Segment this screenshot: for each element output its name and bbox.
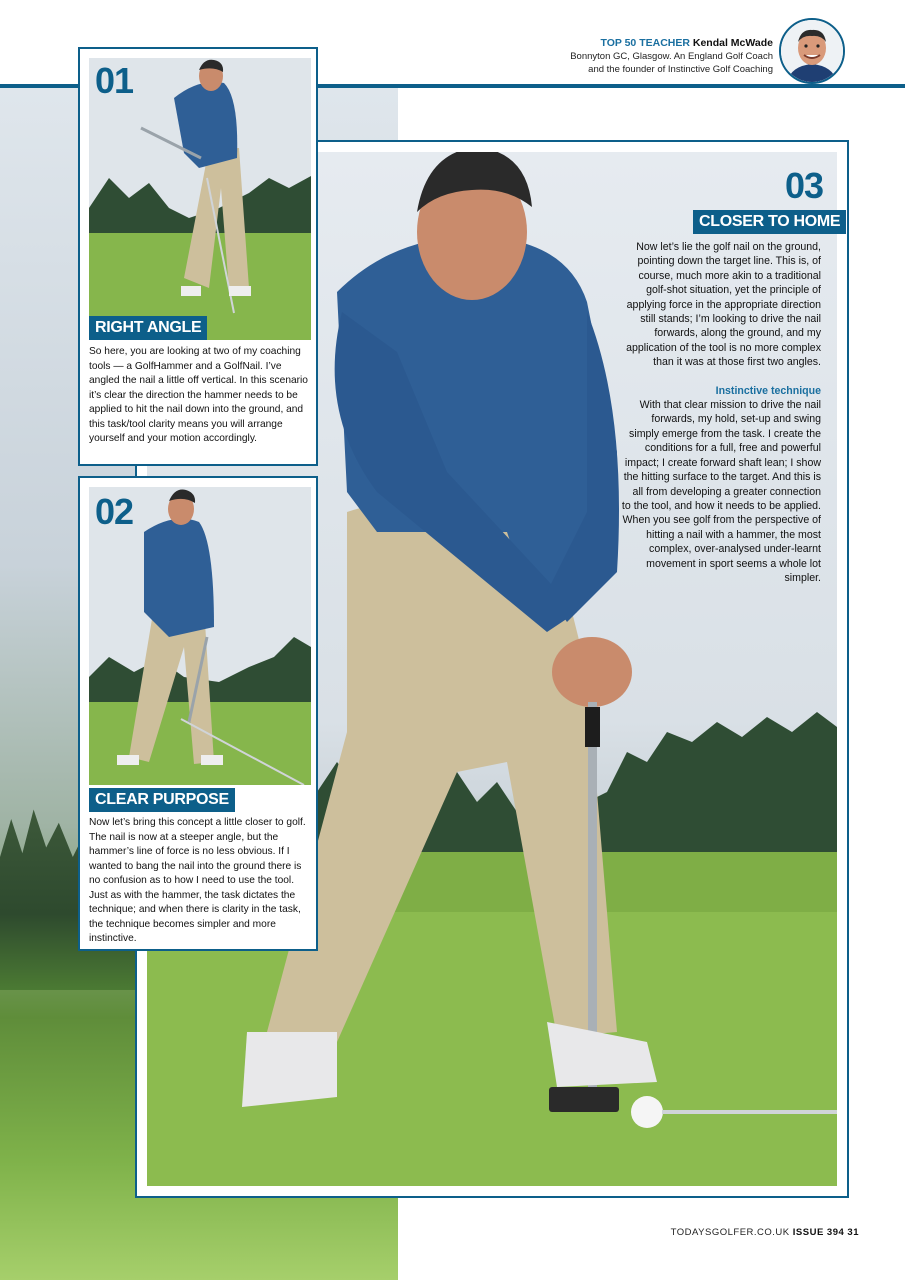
step-01-body: So here, you are looking at two of my coaching tools — a GolfHammer and a GolfNail. I’ve angled the nail a little off vertical. In this scenario it’s clear the direction the hammer needs to be applied to hit the nail down into the ground, and this task/tool clarity means you will arrange yourself and your motion accordingly. (89, 346, 308, 444)
teacher-role: and the founder of Instinctive Golf Coaching (588, 64, 773, 75)
footer-issue: ISSUE 394 (792, 1227, 845, 1238)
step-01-panel (78, 47, 318, 466)
step-02-title: CLEAR PURPOSE (89, 788, 235, 812)
teacher-name: Kendal McWade (692, 37, 773, 49)
teacher-avatar (779, 18, 845, 84)
footer-site: TODAYSGOLFER.CO.UK (670, 1227, 790, 1238)
step-03-subhead: Instinctive technique (715, 384, 821, 397)
teacher-credit (453, 36, 773, 76)
step-03-text (621, 240, 821, 585)
step-02-body: Now let’s bring this concept a little closer to golf. The nail is now at a steeper angle, but the hammer’s line of force is no less obvious. If I wanted to bang the nail into the ground there is no confusion as to how I need to use the tool. Just as with the hammer, the task dictates the technique; and when there is clarity in the task, the technique becomes simpler and more instinctive. (89, 817, 306, 944)
step-01-number: 01 (95, 60, 134, 101)
step-03-title: CLOSER TO HOME (693, 210, 846, 234)
step-03-body2: With that clear mission to drive the nail forwards, my hold, set-up and swing simply emerge from the task. I create the conditions for a full, free and powerful impact; I create forward shaft lean; I show the hitting surface to the target. And this is all from developing a greater connection to the tool, and how it needs to be applied. When you see golf from the perspective of hitting a nail with a hammer, the most complex, over-analysed under-learnt movement in sport seems a whole lot simpler. (621, 399, 821, 584)
teacher-tag: TOP 50 TEACHER (600, 37, 690, 49)
footer-page: 31 (847, 1227, 859, 1238)
teacher-club: Bonnyton GC, Glasgow. An England Golf Coach (570, 51, 773, 62)
page-footer (671, 1227, 859, 1238)
step-03-number: 03 (785, 165, 824, 206)
step-02-panel (78, 476, 318, 951)
step-01-title: RIGHT ANGLE (89, 316, 207, 340)
step-02-number: 02 (95, 491, 134, 532)
step-03-body: Now let’s lie the golf nail on the ground, pointing down the target line. This is, of course, much more akin to a traditional golf-shot situation, yet the principle of applying force in the appropriate direction still stands; I’m looking to drive the nail forwards, along the ground, and my application of the tool is no more complex than it was at those first two angles. (626, 241, 821, 369)
